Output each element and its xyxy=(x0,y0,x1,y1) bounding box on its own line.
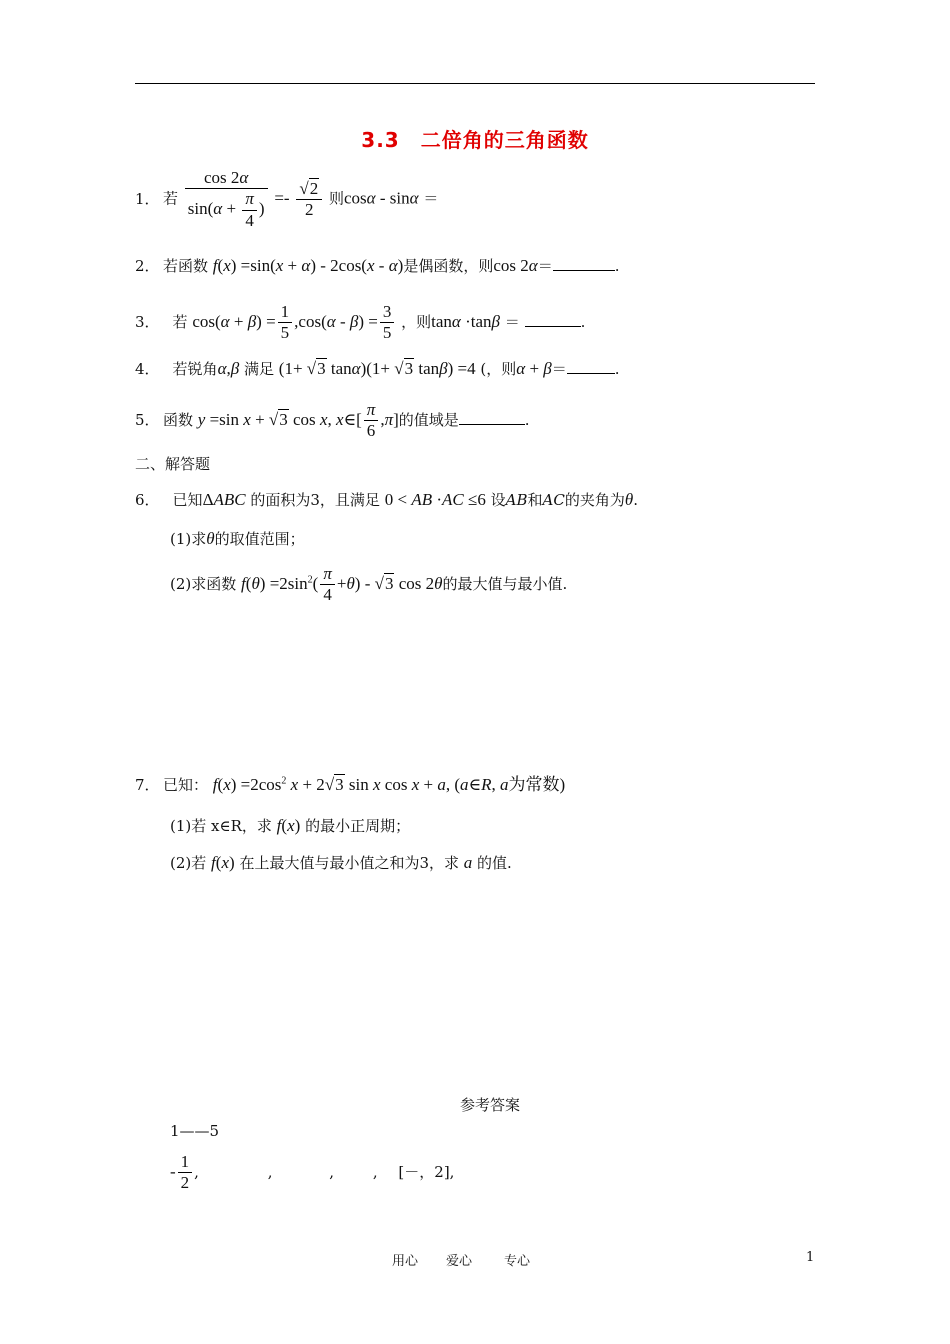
question-7-part-2: (2)若 f(x) 在上最大值与最小值之和为3，求 a 的值. xyxy=(170,853,512,872)
question-1: 1． 若 cos 2α sin(α + $\frac{\pi}{4}$ ) =- $\frac{√2}{2}$ 则cosα - sinα ＝ xyxy=(135,168,439,230)
answer-blank[interactable] xyxy=(525,326,581,327)
question-7-part-1: (1)若 x∈R，求 f(x) 的最小正周期； xyxy=(170,816,411,835)
question-number: 7． xyxy=(135,776,160,794)
question-6-part-2: (2)求函数 $f(\theta) =2\sin^2$( $\frac{\pi}{4}$ +θ) - √3 cos 2θ的最大值与最小值. xyxy=(170,564,568,605)
question-6-part-1: (1)求θ的取值范围； xyxy=(170,529,305,548)
question-7: 7． 已知： $f(x) =2\cos^2$ x + 2√3 sin x cos x + a, (a∈R, a为常数) xyxy=(135,775,566,794)
question-4: 4． 若锐角α,β 满足 (1+ √3 tanα)(1+ √3 tanβ) =4 (，则α + β＝ . xyxy=(135,359,620,378)
question-number: 1． xyxy=(135,189,160,208)
question-6: 6． 已知ΔABC 的面积为3，且满足 0 < AB ·AC ≤6 设AB和AC的夹角为θ. xyxy=(135,490,638,509)
footer-word: 专心 xyxy=(504,1254,531,1269)
answers-range: 1——5 xyxy=(170,1122,220,1140)
fraction: cos 2α sin(α + $\frac{\pi}{4}$ ) xyxy=(185,168,268,231)
answer-blank[interactable] xyxy=(459,424,525,425)
question-2: 2． 若函数 f(x) =sin(x + α) - 2cos(x - α)是偶函数，则cos 2α＝ . xyxy=(135,256,620,275)
answer-blank[interactable] xyxy=(553,270,615,271)
question-number: 6． xyxy=(135,491,160,509)
question-number: 3． xyxy=(135,312,160,331)
page-number: 1 xyxy=(806,1250,815,1265)
answer-blank[interactable] xyxy=(567,373,615,374)
question-5: 5． 函数 y =sin x + √3 cos x, x∈[ $\frac{\pi}{6}$ ,π]的值域是 . xyxy=(135,400,530,441)
question-3: 3． 若 cos(α + β) = $\frac{1}{5}$ ,cos(α - β) = $\frac{3}{5}$ ，则tanα ·tanβ ＝ . xyxy=(135,302,586,343)
header-rule xyxy=(135,83,815,84)
answers-heading: 参考答案 xyxy=(460,1096,521,1114)
fraction: $\frac{√2}{2}$ xyxy=(296,179,322,221)
answers-row: - $\frac{1}{2}$ , , , , [－，2], xyxy=(170,1152,455,1193)
question-number: 2． xyxy=(135,257,160,275)
footer-word: 用心 xyxy=(392,1254,419,1269)
page-title: 3.3 二倍角的三角函数 xyxy=(361,128,589,152)
question-number: 5． xyxy=(135,410,160,429)
section-heading: 二、解答题 xyxy=(135,455,211,473)
footer-word: 爱心 xyxy=(446,1254,473,1269)
question-number: 4． xyxy=(135,360,160,378)
